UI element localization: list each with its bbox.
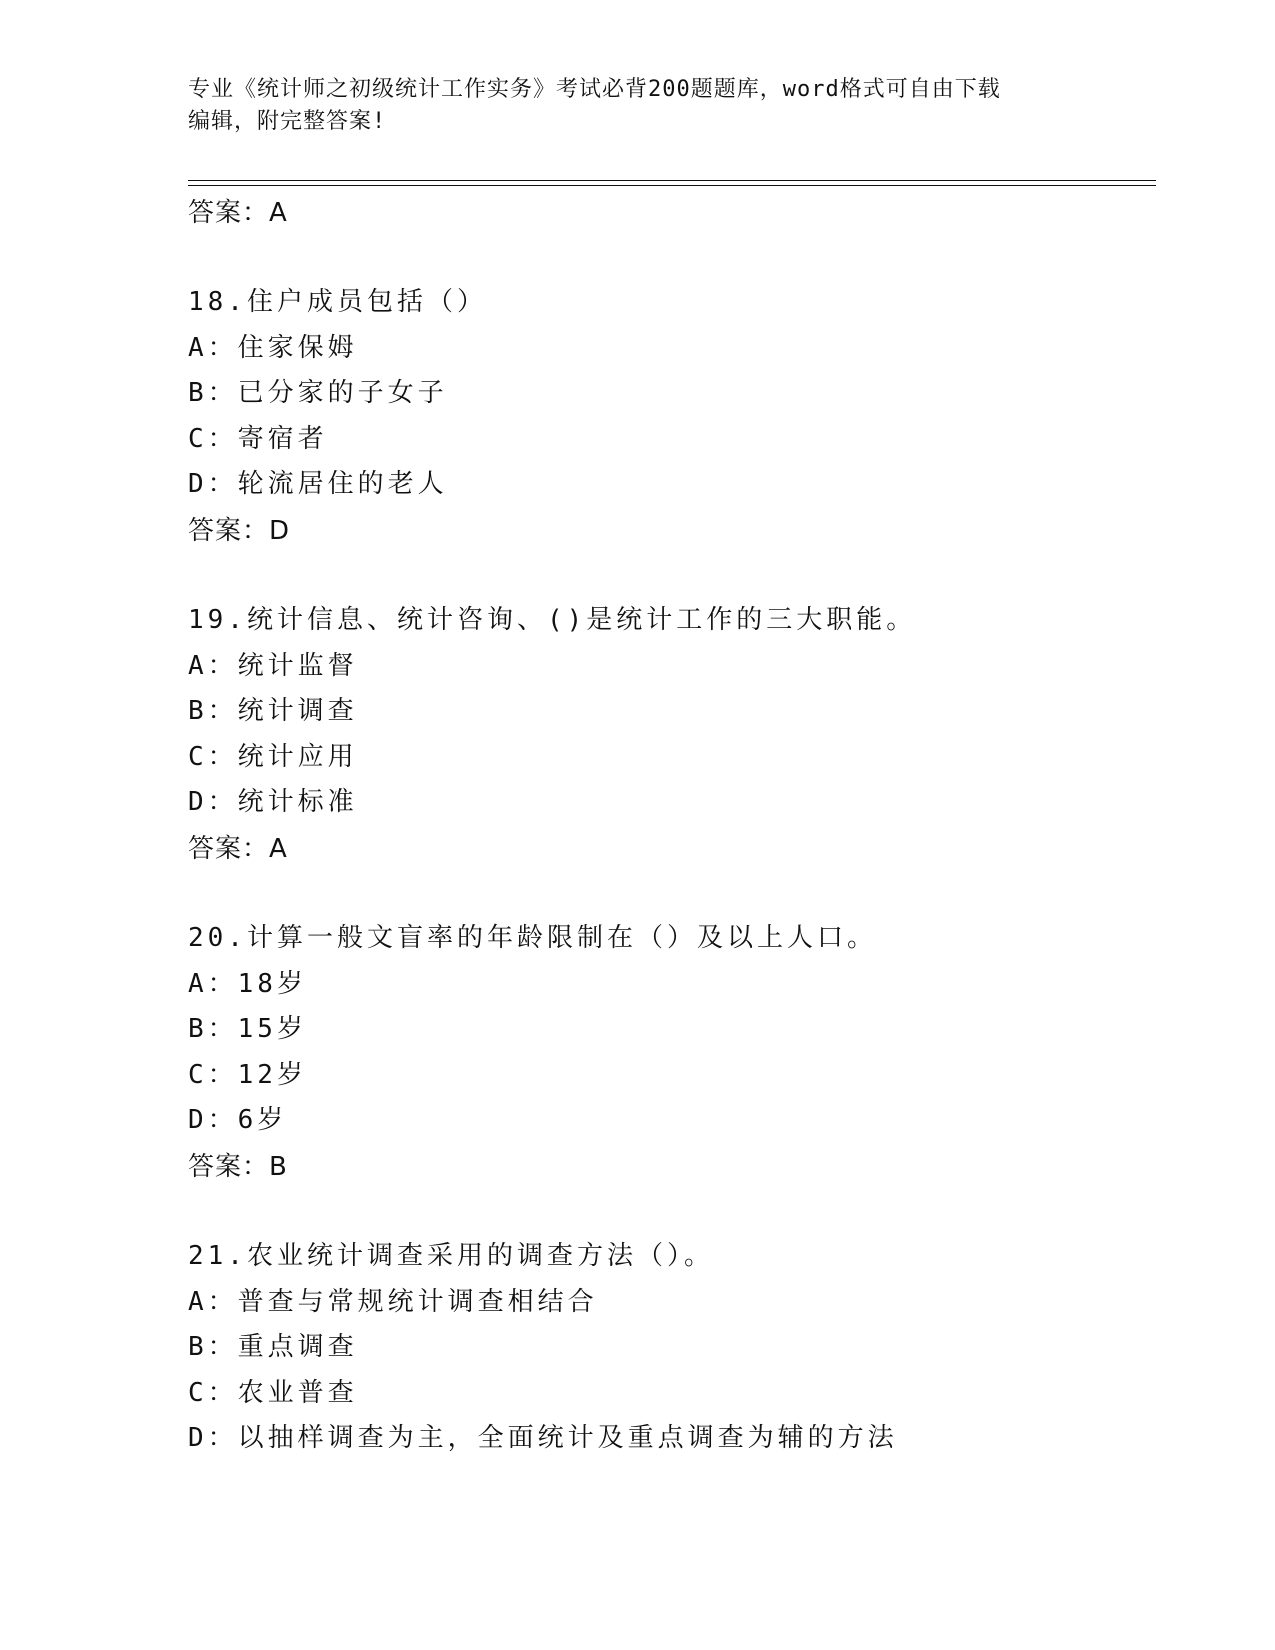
question-21 <box>188 1234 1148 1462</box>
question-list <box>188 190 1148 1462</box>
question-18 <box>188 280 1148 554</box>
option-c: C：农业普查 <box>188 1377 358 1408</box>
option-b: B：15岁 <box>188 1014 307 1045</box>
question-20 <box>188 916 1148 1190</box>
option-a: A：统计监督 <box>188 650 358 681</box>
question-text: 21.农业统计调查采用的调查方法（）。 <box>188 1240 714 1271</box>
answer: 答案：B <box>188 1151 288 1182</box>
option-a: A：18岁 <box>188 968 307 999</box>
option-a: A：住家保姆 <box>188 332 358 363</box>
header-line-1: 专业《统计师之初级统计工作实务》考试必背200题题库，word格式可自由下载 <box>188 77 1001 102</box>
option-d: D：以抽样调查为主，全面统计及重点调查为辅的方法 <box>188 1423 898 1454</box>
option-b: B：统计调查 <box>188 696 358 727</box>
spacer <box>188 872 1148 916</box>
option-d: D：统计标准 <box>188 787 358 818</box>
answer-prev: 答案：A <box>188 198 288 228</box>
option-b: B：重点调查 <box>188 1332 358 1363</box>
option-c: C：寄宿者 <box>188 423 328 454</box>
spacer <box>188 554 1148 598</box>
answer: 答案：D <box>188 515 291 546</box>
option-c: C：12岁 <box>188 1059 307 1090</box>
option-c: C：统计应用 <box>188 741 358 772</box>
question-text: 19.统计信息、统计咨询、()是统计工作的三大职能。 <box>188 604 917 635</box>
question-text: 20.计算一般文盲率的年龄限制在（）及以上人口。 <box>188 922 877 953</box>
option-d: D：6岁 <box>188 1105 288 1136</box>
spacer <box>188 1190 1148 1234</box>
header-rule-bottom <box>188 185 1156 186</box>
document-header <box>188 74 1078 138</box>
option-d: D：轮流居住的老人 <box>188 469 448 500</box>
question-text: 18.住户成员包括（） <box>188 287 487 317</box>
question-19 <box>188 598 1148 872</box>
option-b: B：已分家的子女子 <box>188 378 448 409</box>
header-rule-top <box>188 180 1156 181</box>
option-a: A：普查与常规统计调查相结合 <box>188 1286 598 1317</box>
spacer <box>188 236 1148 280</box>
header-line-2: 编辑，附完整答案! <box>188 109 387 134</box>
answer: 答案：A <box>188 833 288 864</box>
